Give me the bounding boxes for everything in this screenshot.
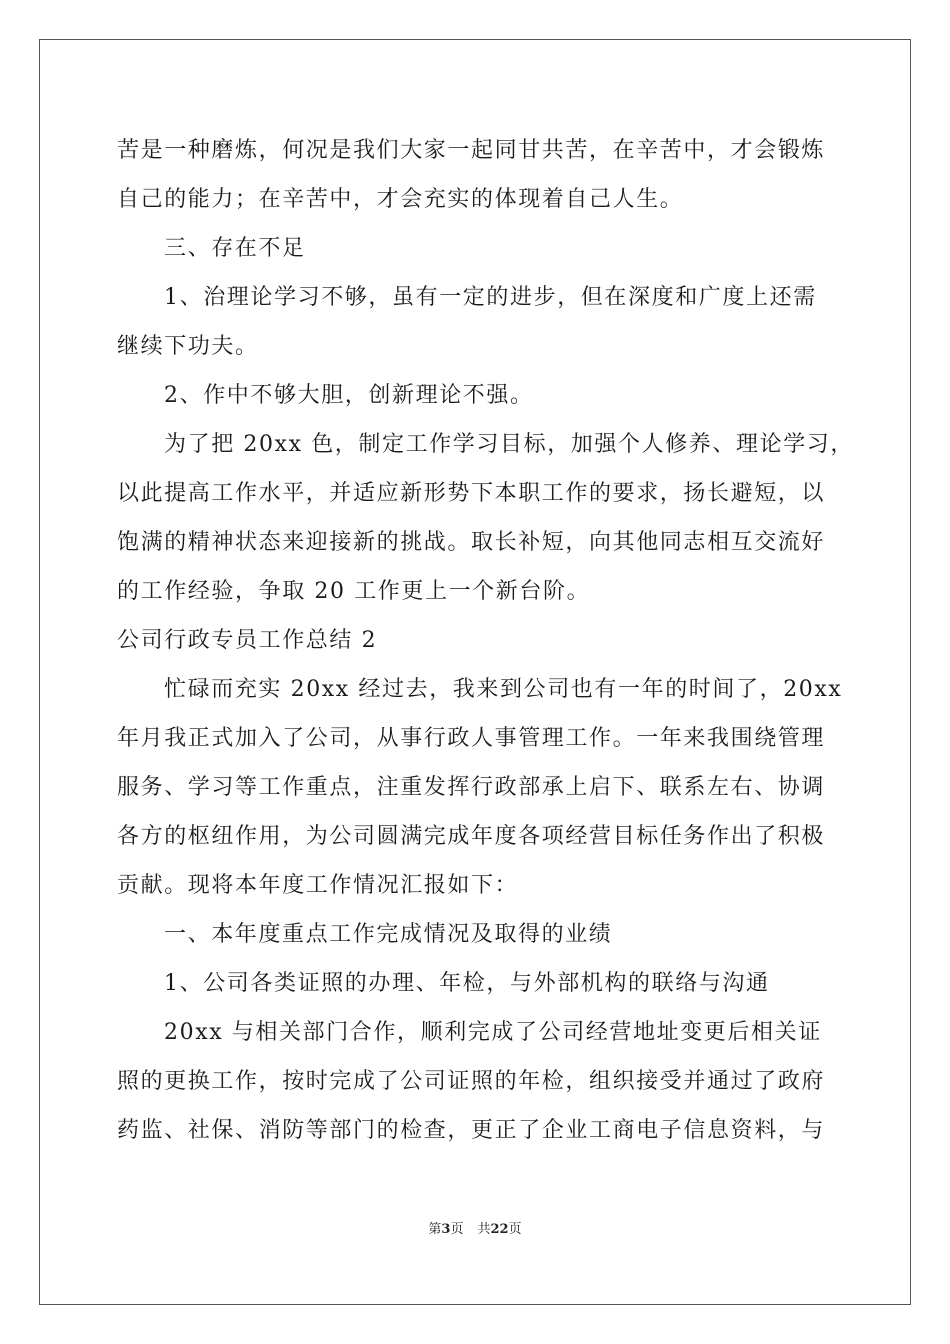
text-line: 忙碌而充实 20xx 经过去，我来到公司也有一年的时间了，20xx — [164, 677, 843, 702]
section-heading: 一、本年度重点工作完成情况及取得的业绩 — [164, 922, 613, 947]
text-line: 的工作经验，争取 20 工作更上一个新台阶。 — [117, 579, 591, 604]
text-line: 服务、学习等工作重点，注重发挥行政部承上启下、联系左右、协调 — [117, 775, 826, 800]
text-line: 照的更换工作，按时完成了公司证照的年检，组织接受并通过了政府 — [117, 1069, 826, 1094]
text-line: 继续下功夫。 — [117, 334, 259, 359]
section-heading: 三、存在不足 — [164, 236, 306, 261]
total-prefix: 共 — [477, 1222, 491, 1237]
page-suffix: 页 — [450, 1222, 464, 1237]
page-number: 3 — [441, 1222, 451, 1237]
total-pages: 22 — [490, 1222, 509, 1237]
text-line: 药监、社保、消防等部门的检查，更正了企业工商电子信息资料，与 — [117, 1118, 826, 1143]
text-line: 1、治理论学习不够，虽有一定的进步，但在深度和广度上还需 — [164, 285, 817, 310]
document-title: 公司行政专员工作总结 2 — [117, 628, 378, 653]
text-line: 20xx 与相关部门合作，顺利完成了公司经营地址变更后相关证 — [164, 1020, 822, 1045]
text-line: 年月我正式加入了公司，从事行政人事管理工作。一年来我围绕管理 — [117, 726, 826, 751]
text-line: 自己的能力；在辛苦中，才会充实的体现着自己人生。 — [117, 187, 684, 212]
text-line: 以此提高工作水平，并适应新形势下本职工作的要求，扬长避短，以 — [117, 481, 826, 506]
text-line: 贡献。现将本年度工作情况汇报如下： — [117, 873, 519, 898]
page-prefix: 第 — [428, 1222, 442, 1237]
text-line: 为了把 20xx 色，制定工作学习目标，加强个人修养、理论学习， — [164, 432, 854, 457]
text-line: 2、作中不够大胆，创新理论不强。 — [164, 383, 534, 408]
text-line: 饱满的精神状态来迎接新的挑战。取长补短，向其他同志相互交流好 — [117, 530, 826, 555]
document-body — [117, 126, 854, 1155]
page-footer — [0, 1218, 950, 1237]
total-suffix: 页 — [508, 1222, 522, 1237]
text-line: 各方的枢纽作用，为公司圆满完成年度各项经营目标任务作出了积极 — [117, 824, 826, 849]
text-line: 苦是一种磨炼，何况是我们大家一起同甘共苦，在辛苦中，才会锻炼 — [117, 138, 826, 163]
subsection-heading: 1、公司各类证照的办理、年检，与外部机构的联络与沟通 — [164, 971, 770, 996]
